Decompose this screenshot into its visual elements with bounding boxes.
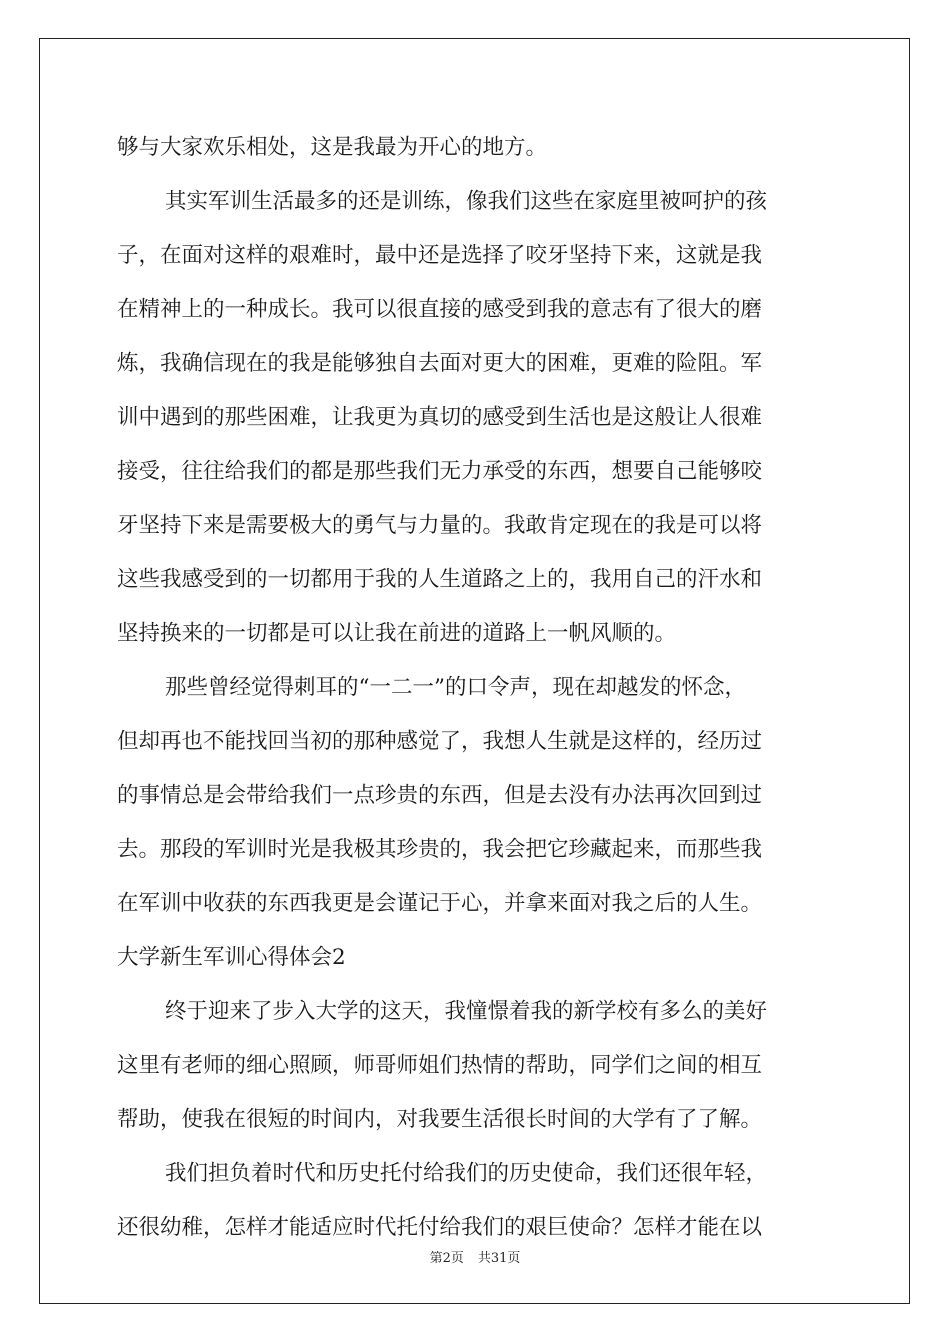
text-line-18: 这里有老师的细心照顾，师哥师姐们热情的帮助，同学们之间的相互 xyxy=(117,1053,763,1078)
text-line-5: 炼，我确信现在的我是能够独自去面对更大的困难，更难的险阻。军 xyxy=(117,351,763,376)
text-line-15: 在军训中收获的东西我更是会谨记于心，并拿来面对我之后的人生。 xyxy=(117,891,763,916)
text-line-8: 牙坚持下来是需要极大的勇气与力量的。我敢肯定现在的我是可以将 xyxy=(117,513,763,538)
document-body xyxy=(117,128,837,1262)
text-line-9: 这些我感受到的一切都用于我的人生道路之上的，我用自己的汗水和 xyxy=(117,567,763,592)
section-heading: 大学新生军训心得体会2 xyxy=(117,945,346,970)
text-line-10: 坚持换来的一切都是可以让我在前进的道路上一帆风顺的。 xyxy=(117,621,677,646)
text-line-12: 但却再也不能找回当初的那种感觉了，我想人生就是这样的，经历过 xyxy=(117,729,763,754)
text-line-2: 其实军训生活最多的还是训练，像我们这些在家庭里被呵护的孩 xyxy=(165,189,768,214)
text-line-17: 终于迎来了步入大学的这天，我憧憬着我的新学校有多么的美好 xyxy=(165,999,768,1024)
text-line-11: 那些曾经觉得刺耳的“一二一”的口令声，现在却越发的怀念， xyxy=(165,675,746,700)
text-line-20: 我们担负着时代和历史托付给我们的历史使命，我们还很年轻， xyxy=(165,1161,768,1186)
text-line-19: 帮助，使我在很短的时间内，对我要生活很长时间的大学有了了解。 xyxy=(117,1107,763,1132)
page-footer xyxy=(0,1247,950,1266)
page-total: 共31页 xyxy=(477,1251,521,1266)
text-line-1: 够与大家欢乐相处，这是我最为开心的地方。 xyxy=(117,135,548,160)
text-line-6: 训中遇到的那些困难，让我更为真切的感受到生活也是这般让人很难 xyxy=(117,405,763,430)
page-number: 第2页 xyxy=(429,1251,464,1266)
text-line-13: 的事情总是会带给我们一点珍贵的东西，但是去没有办法再次回到过 xyxy=(117,783,763,808)
text-line-7: 接受，往往给我们的都是那些我们无力承受的东西，想要自己能够咬 xyxy=(117,459,763,484)
text-line-3: 子，在面对这样的艰难时，最中还是选择了咬牙坚持下来，这就是我 xyxy=(117,243,763,268)
text-line-14: 去。那段的军训时光是我极其珍贵的，我会把它珍藏起来，而那些我 xyxy=(117,837,763,862)
text-line-21: 还很幼稚，怎样才能适应时代托付给我们的艰巨使命？怎样才能在以 xyxy=(117,1215,763,1240)
text-line-4: 在精神上的一种成长。我可以很直接的感受到我的意志有了很大的磨 xyxy=(117,297,763,322)
